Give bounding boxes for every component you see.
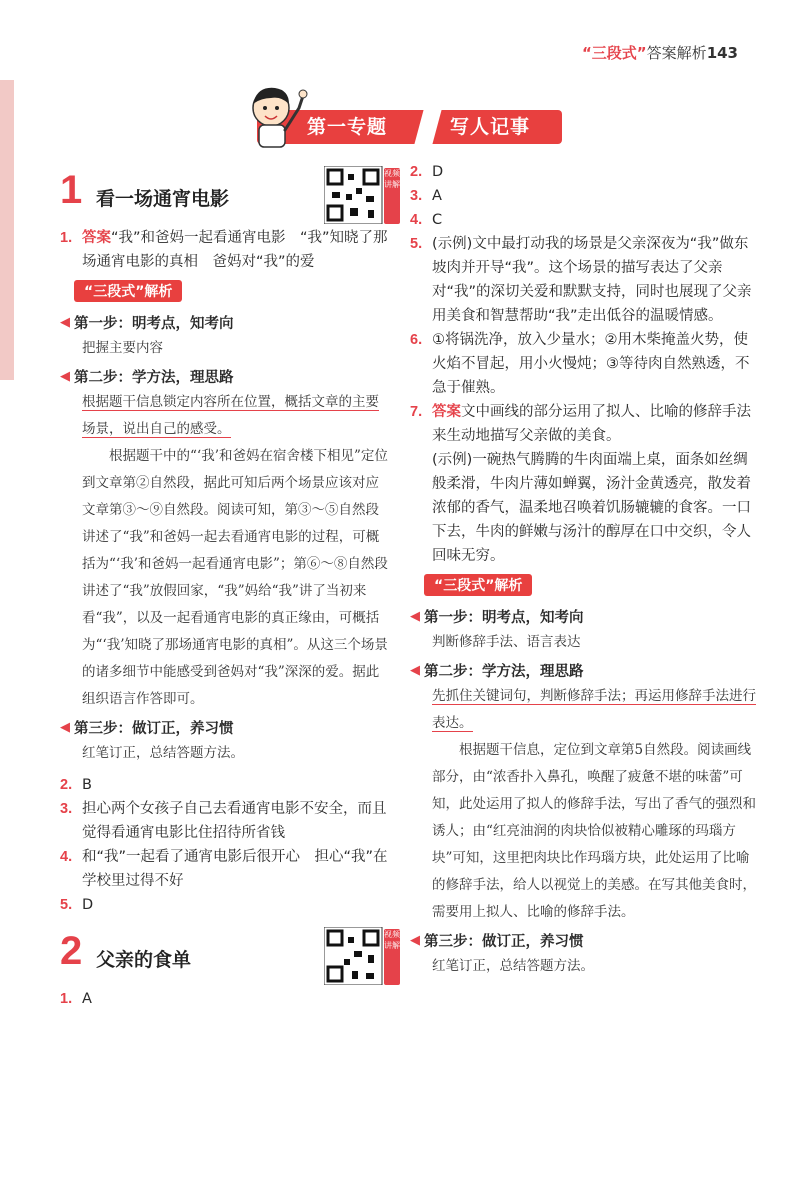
header-label: 答案解析	[646, 44, 707, 62]
answer-example: (示例)一碗热气腾腾的牛肉面端上桌，面条如丝绸般柔滑，牛肉片薄如蝉翼，汤汁金黄透亮，散发着浓郁的香气，温柔地召唤着饥肠辘辘的食客。一口下去，牛肉的鲜嫩与汤汁的醇厚在口中交织，令人回味无穷。	[432, 452, 751, 564]
qr-code-icon[interactable]	[324, 927, 388, 985]
section-name: 父亲的食单	[96, 949, 192, 971]
step-2	[410, 660, 760, 681]
question-item: 4. C	[410, 212, 443, 228]
question-item: 3. A	[410, 188, 442, 204]
step-title: 第一步：明考点，知考向	[424, 610, 584, 626]
step-2-note	[410, 683, 760, 737]
question-number: 7.	[410, 404, 423, 420]
arrow-icon: ◀	[410, 663, 420, 678]
arrow-icon: ◀	[60, 315, 70, 330]
question-item: 4. 和“我”一起看了通宵电影后很开心 担心“我”在学校里过得不好	[60, 849, 388, 889]
qr-code-icon[interactable]	[324, 166, 388, 224]
page-edge-strip	[0, 80, 14, 380]
section-number: 2	[60, 929, 83, 973]
question-item: 2. B	[60, 777, 92, 793]
question-7	[410, 400, 760, 568]
arrow-icon: ◀	[410, 609, 420, 624]
section-2-title	[60, 929, 400, 987]
step-title: 第三步：做订正，养习惯	[424, 934, 584, 950]
video-explain-badge[interactable]: 视频讲解	[384, 929, 400, 985]
arrow-icon: ◀	[60, 720, 70, 735]
arrow-icon: ◀	[60, 369, 70, 384]
analysis-tag: “三段式”解析	[424, 574, 532, 596]
step-title: 第二步：学方法，理思路	[424, 664, 584, 680]
arrow-icon: ◀	[410, 933, 420, 948]
question-number: 1.	[60, 230, 73, 246]
topic-banner	[235, 100, 565, 148]
section-number: 1	[60, 168, 83, 212]
page-number: 143	[706, 44, 738, 62]
step-3	[60, 717, 390, 738]
step-2-detail: 根据题干信息，定位到文章第5自然段。阅读画线部分，由“浓香扑入鼻孔，唤醒了疲惫不堪的味蕾”可知，此处运用了拟人的修辞手法，写出了香气的强烈和诱人；由“红亮油润的肉块恰似被精心雕琢的玛瑙方块”可知，这里把肉块比作玛瑙方块，此处运用了比喻的修辞手法，给人以视觉上的美感。在写其他美食时，需要用上拟人、比喻的修辞手法。	[432, 742, 756, 920]
underlined-method: 根据题干信息锁定内容所在位置，概括文章的主要场景，说出自己的感受。	[82, 394, 379, 437]
answer-label: 答案	[432, 404, 461, 420]
underlined-method: 先抓住关键词句，判断修辞手法；再运用修辞手法进行表达。	[432, 688, 756, 731]
section-name: 看一场通宵电影	[96, 188, 230, 210]
step-1	[410, 606, 760, 627]
question-1	[60, 226, 390, 274]
step-3	[410, 930, 760, 951]
step-3-note: 红笔订正，总结答题方法。	[432, 958, 594, 974]
answer-text: “我”和爸妈一起看通宵电影 “我”知晓了那场通宵电影的真相 爸妈对“我”的爱	[82, 230, 388, 270]
question-item: 5. D	[60, 897, 94, 913]
step-3-note: 红笔订正，总结答题方法。	[82, 745, 244, 761]
analysis-tag: “三段式”解析	[74, 280, 182, 302]
video-explain-badge[interactable]: 视频讲解	[384, 168, 400, 224]
header-brand: “三段式”	[581, 44, 647, 62]
boy-mascot-icon	[235, 78, 315, 150]
section-1-title	[60, 168, 400, 226]
question-item: 1. A	[60, 991, 92, 1007]
step-2	[60, 366, 390, 387]
right-column	[410, 160, 760, 980]
answer-text: 文中画线的部分运用了拟人、比喻的修辞手法来生动地描写父亲做的美食。	[432, 404, 751, 444]
step-1-note: 判断修辞手法、语言表达	[432, 634, 581, 650]
question-item: 6. ①将锅洗净，放入少量水；②用木柴掩盖火势，使火焰不冒起，用小火慢炖；③等待肉自然熟透，不急于催熟。	[410, 332, 750, 396]
banner-topic: 第一专题	[307, 116, 388, 138]
page-header	[582, 42, 738, 63]
step-title: 第二步：学方法，理思路	[74, 370, 234, 386]
question-item: 3. 担心两个女孩子自己去看通宵电影不安全，而且觉得看通宵电影比住招待所省钱	[60, 801, 387, 841]
step-title: 第一步：明考点，知考向	[74, 316, 234, 332]
step-1-note: 把握主要内容	[82, 340, 163, 356]
banner-theme: 写人记事	[450, 116, 531, 138]
question-item: 5. (示例)文中最打动我的场景是父亲深夜为“我”做东坡肉并开导“我”。这个场景的描写表达了父亲对“我”的深切关爱和默默支持，同时也展现了父亲用美食和智慧帮助“我”走出低谷的温暖情感。	[410, 236, 752, 324]
step-title: 第三步：做订正，养习惯	[74, 721, 234, 737]
step-2-note	[60, 389, 390, 443]
question-item: 2. D	[410, 164, 444, 180]
step-1	[60, 312, 390, 333]
answer-label: 答案	[82, 230, 111, 246]
left-column	[60, 160, 400, 1011]
step-2-detail: 根据题干中的“‘我’和爸妈在宿舍楼下相见”定位到文章第②自然段，据此可知后两个场景应该对应文章第③～⑨自然段。阅读可知，第③～⑤自然段讲述了“我”和爸妈一起去看通宵电影的过程，可概括为“‘我’和爸妈一起看通宵电影”；第⑥～⑧自然段讲述了“我”放假回家，“我”妈给“我”讲了当初来看“我”，以及一起看通宵电影的真正缘由，可概括为“‘我’知晓了那场通宵电影的真相”。从这三个场景的诸多细节中能感受到爸妈对“我”深深的爱。据此组织语言作答即可。	[82, 448, 388, 707]
